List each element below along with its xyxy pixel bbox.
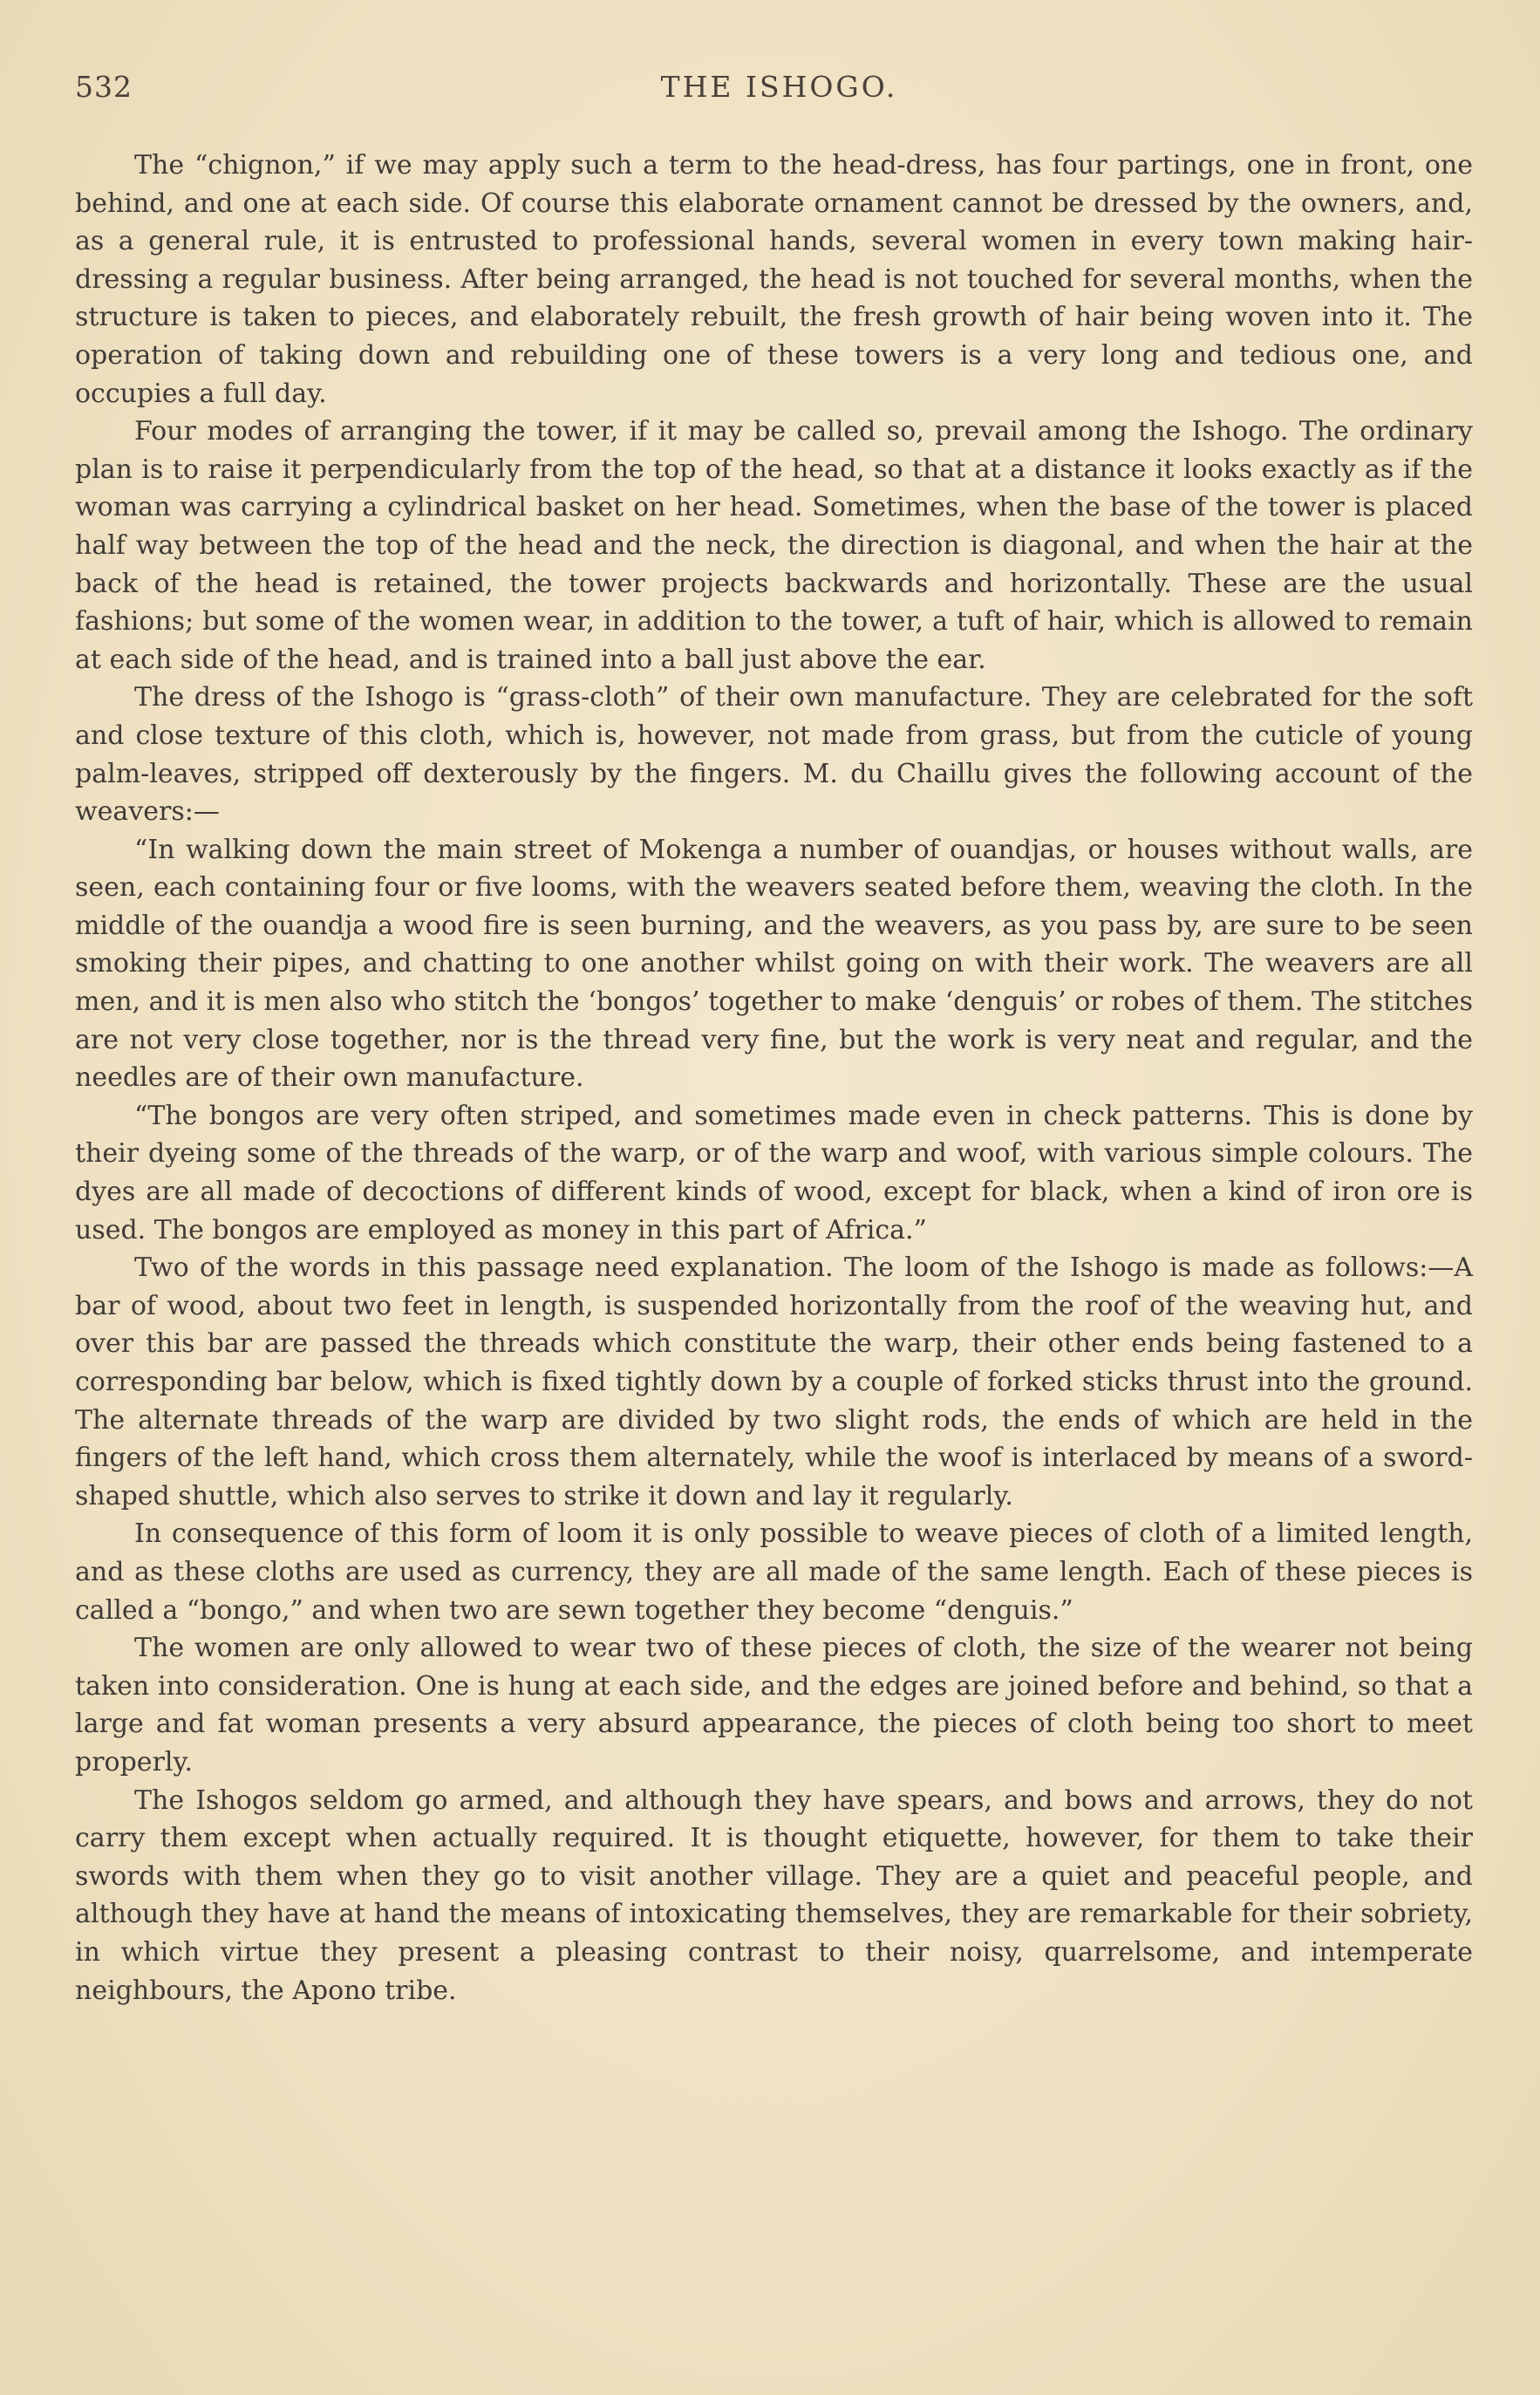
running-head: THE ISHOGO. (660, 70, 898, 104)
body-text (75, 147, 1473, 2009)
paragraph: Four modes of arranging the tower, if it may be called so, prevail among the Ishogo. The ordinary plan is to raise it perpendicularly from the top of the head, so that at a distance it looks exactly as if the woman was carrying a cylindrical basket on her head. Sometimes, when the base of the tower is placed half way between the top of the head and the neck, the direction is diagonal, and when the hair at the back of the head is retained, the tower projects backwards and horizontally. These are the usual fashions; but some of the women wear, in addition to the tower, a tuft of hair, which is allowed to remain at each side of the head, and is trained into a ball just above the ear. (75, 416, 1473, 675)
paragraph: In consequence of this form of loom it is only possible to weave pieces of cloth of a limited length, and as these cloths are used as currency, they are all made of the same length. Each of these pieces is called a “bongo,” and when two are sewn together they become “denguis.” (75, 1518, 1473, 1626)
paragraph: The “chignon,” if we may apply such a term to the head-dress, has four partings, one in front, one behind, and one at each side. Of course this elaborate ornament cannot be dressed by the owners, and, as a general rule, it is entrusted to professional hands, several women in every town making hair-dressing a regular business. After being arranged, the head is not touched for several months, when the structure is taken to pieces, and elaborately rebuilt, the fresh growth of hair being woven into it. The operation of taking down and rebuilding one of these towers is a very long and tedious one, and occupies a full day. (75, 150, 1473, 409)
paragraph: The Ishogos seldom go armed, and although they have spears, and bows and arrows, they do not carry them except when actually required. It is thought etiquette, however, for them to take their swords with them when they go to visit another village. They are a quiet and peaceful people, and although they have at hand the means of intoxicating themselves, they are remarkable for their sobriety, in which virtue they present a pleasing contrast to their noisy, quarrelsome, and intemperate neighbours, the Apono tribe. (75, 1784, 1473, 2006)
paragraph: “In walking down the main street of Mokenga a number of ouandjas, or houses without walls, are seen, each containing four or five looms, with the weavers seated before them, weaving the cloth. In the middle of the ouandja a wood fire is seen burning, and the weavers, as you pass by, are sure to be seen smoking their pipes, and chatting to one another whilst going on with their work. The weavers are all men, and it is men also who stitch the ‘bongos’ together to make ‘denguis’ or robes of them. The stitches are not very close together, nor is the thread very fine, but the work is very neat and regular, and the needles are of their own manufacture. (75, 834, 1473, 1094)
paragraph: “The bongos are very often striped, and sometimes made even in check patterns. This is done by their dyeing some of the threads of the warp, or of the warp and woof, with various simple colours. The dyes are all made of decoctions of different kinds of wood, except for black, when a kind of iron ore is used. The bongos are employed as money in this part of Africa.” (75, 1100, 1473, 1245)
paragraph: Two of the words in this passage need explanation. The loom of the Ishogo is made as follows:—A bar of wood, about two feet in length, is suspended horizontally from the roof of the weaving hut, and over this bar are passed the threads which constitute the warp, their other ends being fastened to a corresponding bar below, which is fixed tightly down by a couple of forked sticks thrust into the ground. The alternate threads of the warp are divided by two slight rods, the ends of which are held in the fingers of the left hand, which cross them alternately, while the woof is interlaced by means of a sword-shaped shuttle, which also serves to strike it down and lay it regularly. (75, 1252, 1473, 1511)
paragraph: The dress of the Ishogo is “grass-cloth” of their own manufacture. They are celebrated for the soft and close texture of this cloth, which is, however, not made from grass, but from the cuticle of young palm-leaves, stripped off dexterously by the fingers. M. du Chaillu gives the following account of the weavers:— (75, 682, 1473, 828)
page-number: 532 (75, 70, 133, 104)
page-header (75, 70, 1483, 122)
paragraph: The women are only allowed to wear two of these pieces of cloth, the size of the wearer not being taken into consideration. One is hung at each side, and the edges are joined before and behind, so that a large and fat woman presents a very absurd appearance, the pieces of cloth being too short to meet properly. (75, 1633, 1473, 1777)
